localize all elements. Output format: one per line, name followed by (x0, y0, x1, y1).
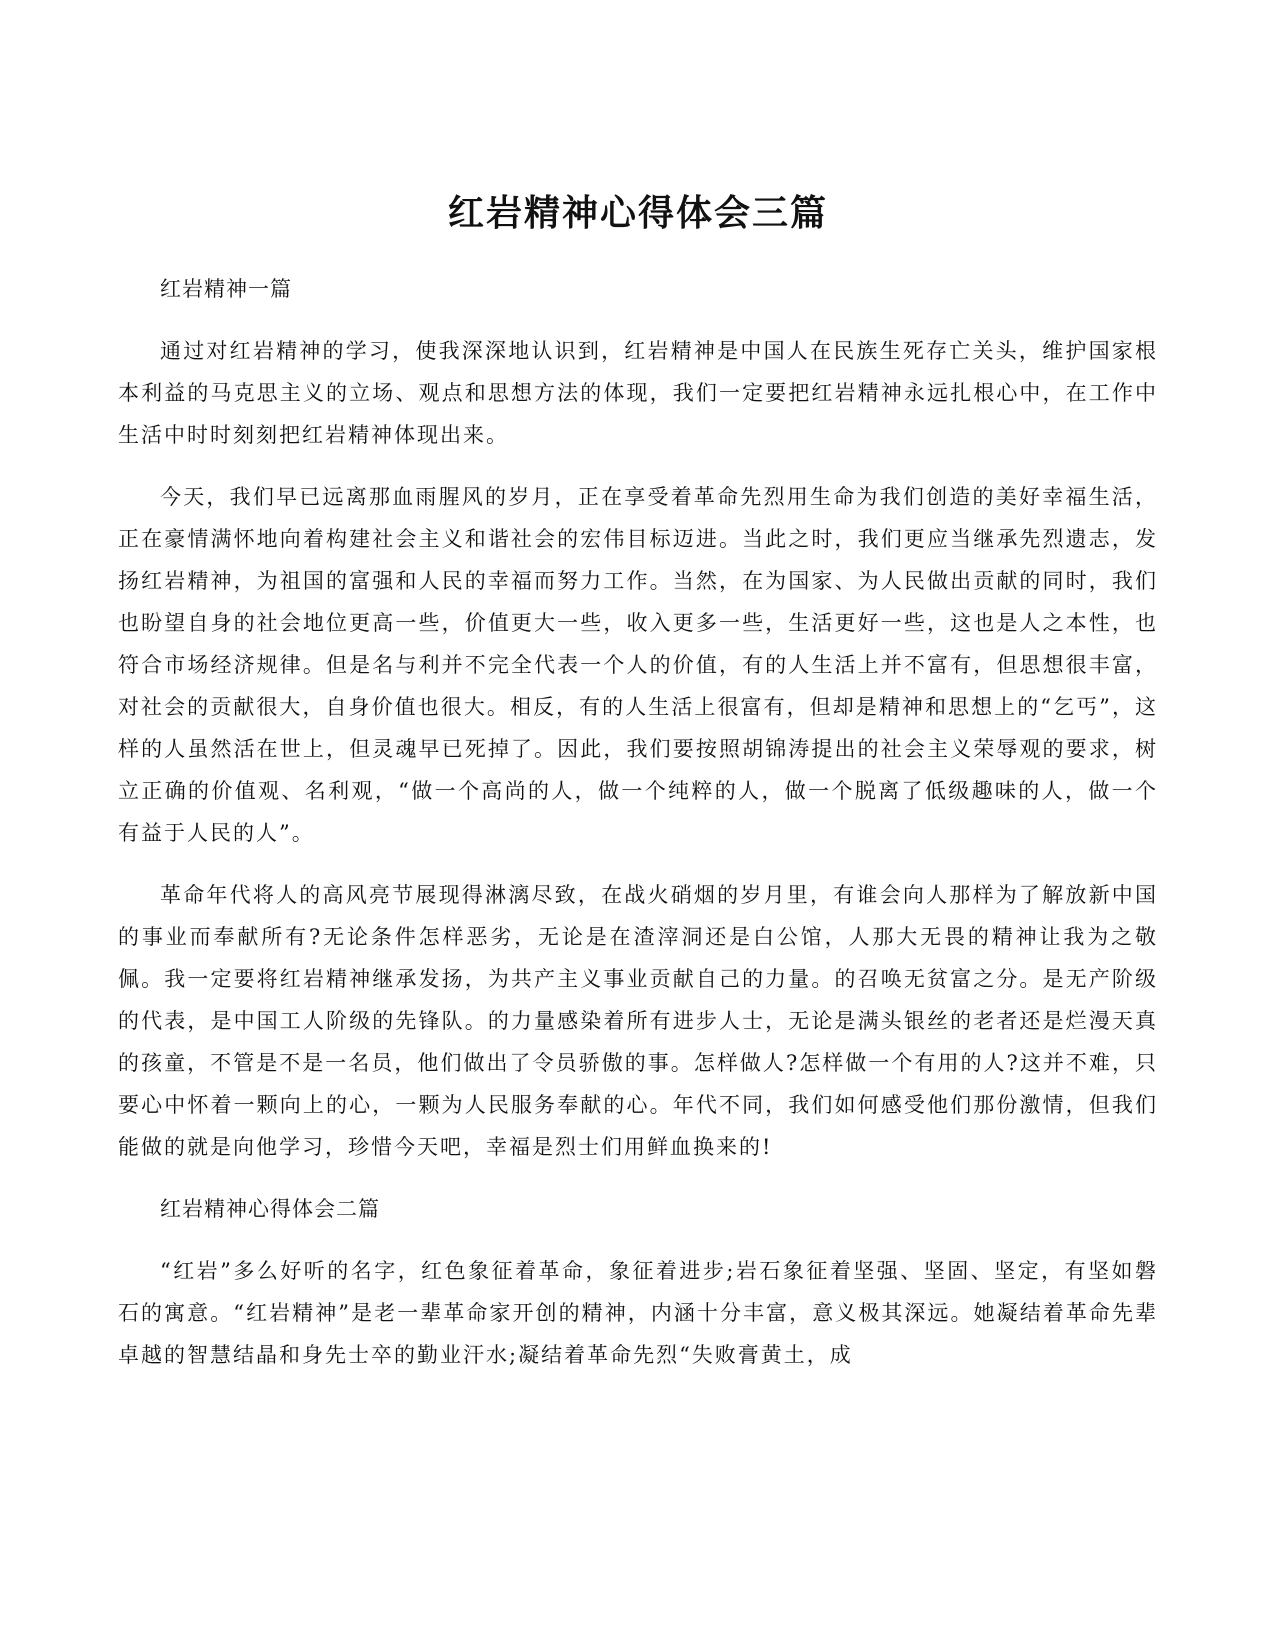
document-page (118, 190, 1158, 1396)
document-title: 红岩精神心得体会三篇 (447, 193, 828, 234)
paragraph: 革命年代将人的高风亮节展现得淋漓尽致，在战火硝烟的岁月里，有谁会向人那样为了解放新中国的事业而奉献所有?无论条件怎样恶劣，无论是在渣滓洞还是白公馆，人那大无畏的精神让我为之敬佩。我一定要将红岩精神继承发扬，为共产主义事业贡献自己的力量。的召唤无贫富之分。是无产阶级的代表，是中国工人阶级的先锋队。的力量感染着所有进步人士，无论是满头银丝的老者还是烂漫天真的孩童，不管是不是一名员，他们做出了令员骄傲的事。怎样做人?怎样做一个有用的人?这并不难，只要心中怀着一颗向上的心，一颗为人民服务奉献的心。年代不同，我们如何感受他们那份激情，但我们能做的就是向他学习，珍惜今天吧，幸福是烈士们用鲜血换来的! (118, 883, 1158, 1159)
section-heading-2: 红岩精神心得体会二篇 (160, 1197, 380, 1221)
paragraph: 今天，我们早已远离那血雨腥风的岁月，正在享受着革命先烈用生命为我们创造的美好幸福生活，正在豪情满怀地向着构建社会主义和谐社会的宏伟目标迈进。当此之时，我们更应当继承先烈遗志，发扬红岩精神，为祖国的富强和人民的幸福而努力工作。当然，在为国家、为人民做出贡献的同时，我们也盼望自身的社会地位更高一些，价值更大一些，收入更多一些，生活更好一些，这也是人之本性，也符合市场经济规律。但是名与利并不完全代表一个人的价值，有的人生活上并不富有，但思想很丰富，对社会的贡献很大，自身价值也很大。相反，有的人生活上很富有，但却是精神和思想上的“乞丐”，这样的人虽然活在世上，但灵魂早已死掉了。因此，我们要按照胡锦涛提出的社会主义荣辱观的要求，树立正确的价值观、名利观，“做一个高尚的人，做一个纯粹的人，做一个脱离了低级趣味的人，做一个有益于人民的人”。 (118, 485, 1158, 845)
paragraph: “红岩”多么好听的名字，红色象征着革命，象征着进步;岩石象征着坚强、坚固、坚定，有坚如磐石的寓意。“红岩精神”是老一辈革命家开创的精神，内涵十分丰富，意义极其深远。她凝结着革命先辈卓越的智慧结晶和身先士卒的勤业汗水;凝结着革命先烈“失败膏黄土，成 (118, 1259, 1158, 1367)
section-heading-1: 红岩精神一篇 (160, 277, 292, 301)
paragraph: 通过对红岩精神的学习，使我深深地认识到，红岩精神是中国人在民族生死存亡关头，维护国家根本利益的马克思主义的立场、观点和思想方法的体现，我们一定要把红岩精神永远扎根心中，在工作中生活中时时刻刻把红岩精神体现出来。 (118, 339, 1158, 447)
